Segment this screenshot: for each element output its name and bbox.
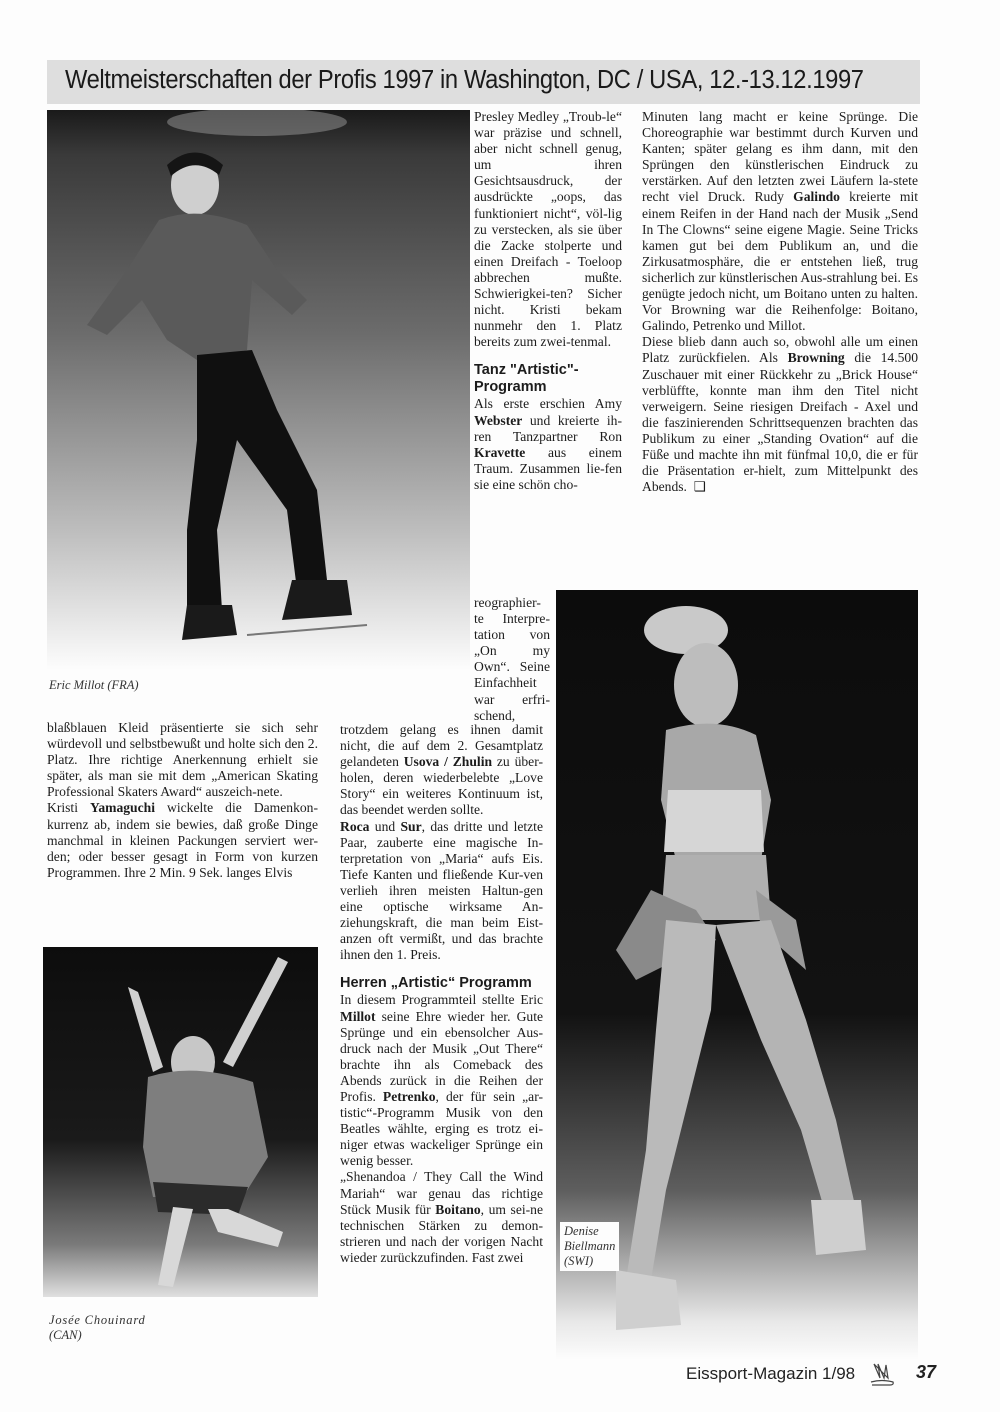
caption-country: (SWI) xyxy=(564,1254,594,1268)
photo-caption-millot: Eric Millot (FRA) xyxy=(49,678,139,692)
name-webster: Webster xyxy=(474,412,523,428)
paragraph-boitano xyxy=(340,1169,543,1266)
name-roca: Roca xyxy=(340,818,370,834)
footer-magazine: Eissport-Magazin 1/98 xyxy=(686,1364,856,1383)
paragraph-award: blaßblauen Kleid präsentierte sie sich sehr würdevoll und selbstbewußt und holte sich den 2. Platz. Ihre richtige Anerkennung erhielt sie später, als man sie mit dem „American Skating Professional Skaters Award“ auszeich-nete. xyxy=(47,720,318,800)
text-run: seine Ehre wieder her. Gute Sprünge und ein ebensolcher Aus-druck nach der Musik „Out There“ brachte ihn als Comeback des Abends zurück in die Reihen der Profis. xyxy=(340,1008,543,1104)
photo-caption-chouinard xyxy=(49,1313,146,1343)
text-run: trotzdem gelang es ihnen damit nicht, die auf dem 2. Gesamtplatz gelandeten xyxy=(340,722,543,770)
paragraph-galindo xyxy=(642,109,918,334)
page-title: Weltmeisterschaften der Profis 1997 in Washington, DC / USA, 12.-13.12.1997 xyxy=(65,66,864,94)
paragraph-usova-zhulin xyxy=(340,722,543,819)
article-column-middle-narrow xyxy=(474,595,550,724)
paragraph-millot-petrenko xyxy=(340,992,543,1169)
name-sur: Sur xyxy=(400,818,422,834)
name-millot: Millot xyxy=(340,1008,376,1024)
text-run: und kreierte ih-ren Tanzpartner Ron xyxy=(474,412,622,444)
text-run: kreierte mit einem Reifen in der Hand nach der Musik „Send In The Clowns“ seine eigene Magie. Seine Tricks kamen gut bei dem Publikum an, und die Zirkusatmosphäre, die er entstehen ließ, trug sicherlich zur künstlerischen Aus-strahlung bei. Es genügte jedoch nicht, um Boitano unten zu halten. Vor Browning war die Reihenfolge: Boitano, Galindo, Petrenko und Millot. xyxy=(642,189,918,334)
page-number: 37 xyxy=(916,1362,937,1382)
caption-name: Josée Chouinard xyxy=(49,1313,146,1327)
end-of-article-icon: ❑ xyxy=(693,479,706,495)
photo-eric-millot xyxy=(47,110,470,670)
name-usova-zhulin: Usova / Zhulin xyxy=(403,754,493,770)
text-run: Als erste erschien Amy xyxy=(474,396,622,412)
skater-silhouette-millot xyxy=(47,110,470,670)
title-bar xyxy=(47,60,920,104)
photo-josee-chouinard xyxy=(43,947,318,1297)
name-galindo: Galindo xyxy=(793,189,840,205)
name-kravette: Kravette xyxy=(474,444,526,460)
article-column-middle-bottom xyxy=(340,722,543,1266)
caption-country: (CAN) xyxy=(49,1328,82,1342)
section-heading-herren: Herren „Artistic“ Programm xyxy=(340,975,532,992)
text-run: , um sei-ne technischen Stärken zu demon-strieren und nach der vorigen Nacht wieder zurückzufinden. Fast zwei xyxy=(340,1201,543,1265)
caption-first-name: Denise xyxy=(564,1224,599,1238)
photo-caption-biellmann xyxy=(560,1222,619,1271)
name-boitano: Boitano xyxy=(435,1201,481,1217)
text-run: In diesem Programmteil stellte Eric xyxy=(340,992,543,1008)
section-heading-tanz: Tanz "Artistic"-Programm xyxy=(474,362,579,396)
article-column-left-bottom xyxy=(47,720,318,881)
text-run: Diese blieb dann auch so, obwohl alle um einen Platz zurückfielen. Als xyxy=(642,334,918,366)
caption-last-name: Biellmann xyxy=(564,1239,616,1253)
paragraph-tanz-intro xyxy=(474,396,622,493)
skate-logo-icon xyxy=(868,1362,896,1388)
skater-silhouette-chouinard xyxy=(43,947,318,1297)
paragraph-tanz-narrow: reographier-te Interpre-tation von „On my Own“. Seine Einfachheit war erfri-schend, xyxy=(474,595,550,723)
name-yamaguchi: Yamaguchi xyxy=(90,800,155,816)
text-run: aus einem Traum. Zusammen lie-fen sie eine schön cho- xyxy=(474,444,622,492)
paragraph-roca-sur xyxy=(340,819,543,964)
text-run: und xyxy=(369,818,401,834)
paragraph-browning xyxy=(642,334,918,495)
text-run: zu über-holen, deren wiederbelebte „Love Story“ ein weiteres Kontinuum ist, das beendet werden sollte. xyxy=(340,754,543,818)
paragraph-yamaguchi-end: Presley Medley „Troub-le“ war präzise und schnell, aber nicht schnell genug, um ihren Gesichtsausdruck, der ausdrückte „oops, das funktioniert nicht“, völ-lig zu verstecken, als sie über die Zacke stolperte und einen Dreifach - Toeloop abbrechen mußte. Schwierigkei-ten? Sicher nicht. Kristi bekam nunmehr den 1. Platz bereits zum zwei-tenmal. xyxy=(474,109,622,350)
article-column-middle-top xyxy=(474,109,622,493)
paragraph-yamaguchi xyxy=(47,800,318,880)
text-run: Minuten lang macht er keine Sprünge. Die Choreographie war bestimmt durch Kurven und Kanten; später gelang es ihm dann, mit den Sprüngen den künstlerischen Eindruck zu verstärken. Auf den letzten zwei Läufern la-stete recht viel Druck. Rudy xyxy=(642,109,918,205)
name-petrenko: Petrenko xyxy=(382,1088,436,1104)
text-run: , das dritte und letzte Paar, zauberte eine magische In-terpretation von „Maria“ aufs Eis. Tiefe Kanten und fließende Kur-ven verlieh ihren meisten Haltun-gen eine optische wirksame An-ziehungskraft, die man beim Eist-anzen oft vermißt, und das brachte ihnen den 1. Preis. xyxy=(340,818,543,963)
article-column-right-top xyxy=(642,109,918,495)
text-run: Kristi xyxy=(47,800,91,816)
text-run: die 14.500 Zuschauer mit einer Rückkehr zu „Brick House“ verblüffte, konnte man ihm den Titel nicht verweigern. Seine riesigen Dreifach - Axel und die faszinierenden Schrittsequenzen brachten das Publikum zu einer „Standing Ovation“ auf die Füße und machte ihn mit fünfmal 10,0, die er für die Präsentation er-hielt, zum Mittelpunkt des Abends. xyxy=(642,350,918,495)
text-run: „Shenandoa / They Call the Wind Mariah“ war genau das richtige Stück Musik für xyxy=(340,1169,543,1217)
name-browning: Browning xyxy=(787,350,845,366)
text-run: wickelte die Damenkon-kurrenz ab, indem sie bewies, daß große Dinge manchmal in kleinen Packungen serviert wer-den; oder besser gesagt in Form von kurzen Programmen. Ihre 2 Min. 9 Sek. langes Elvis xyxy=(47,800,318,880)
text-run: , der für sein „ar-tistic“-Programm Musik von den Beatles wählte, erging es trotz ei-niger etwas wackeliger Sprünge ein wenig besser. xyxy=(340,1088,543,1169)
